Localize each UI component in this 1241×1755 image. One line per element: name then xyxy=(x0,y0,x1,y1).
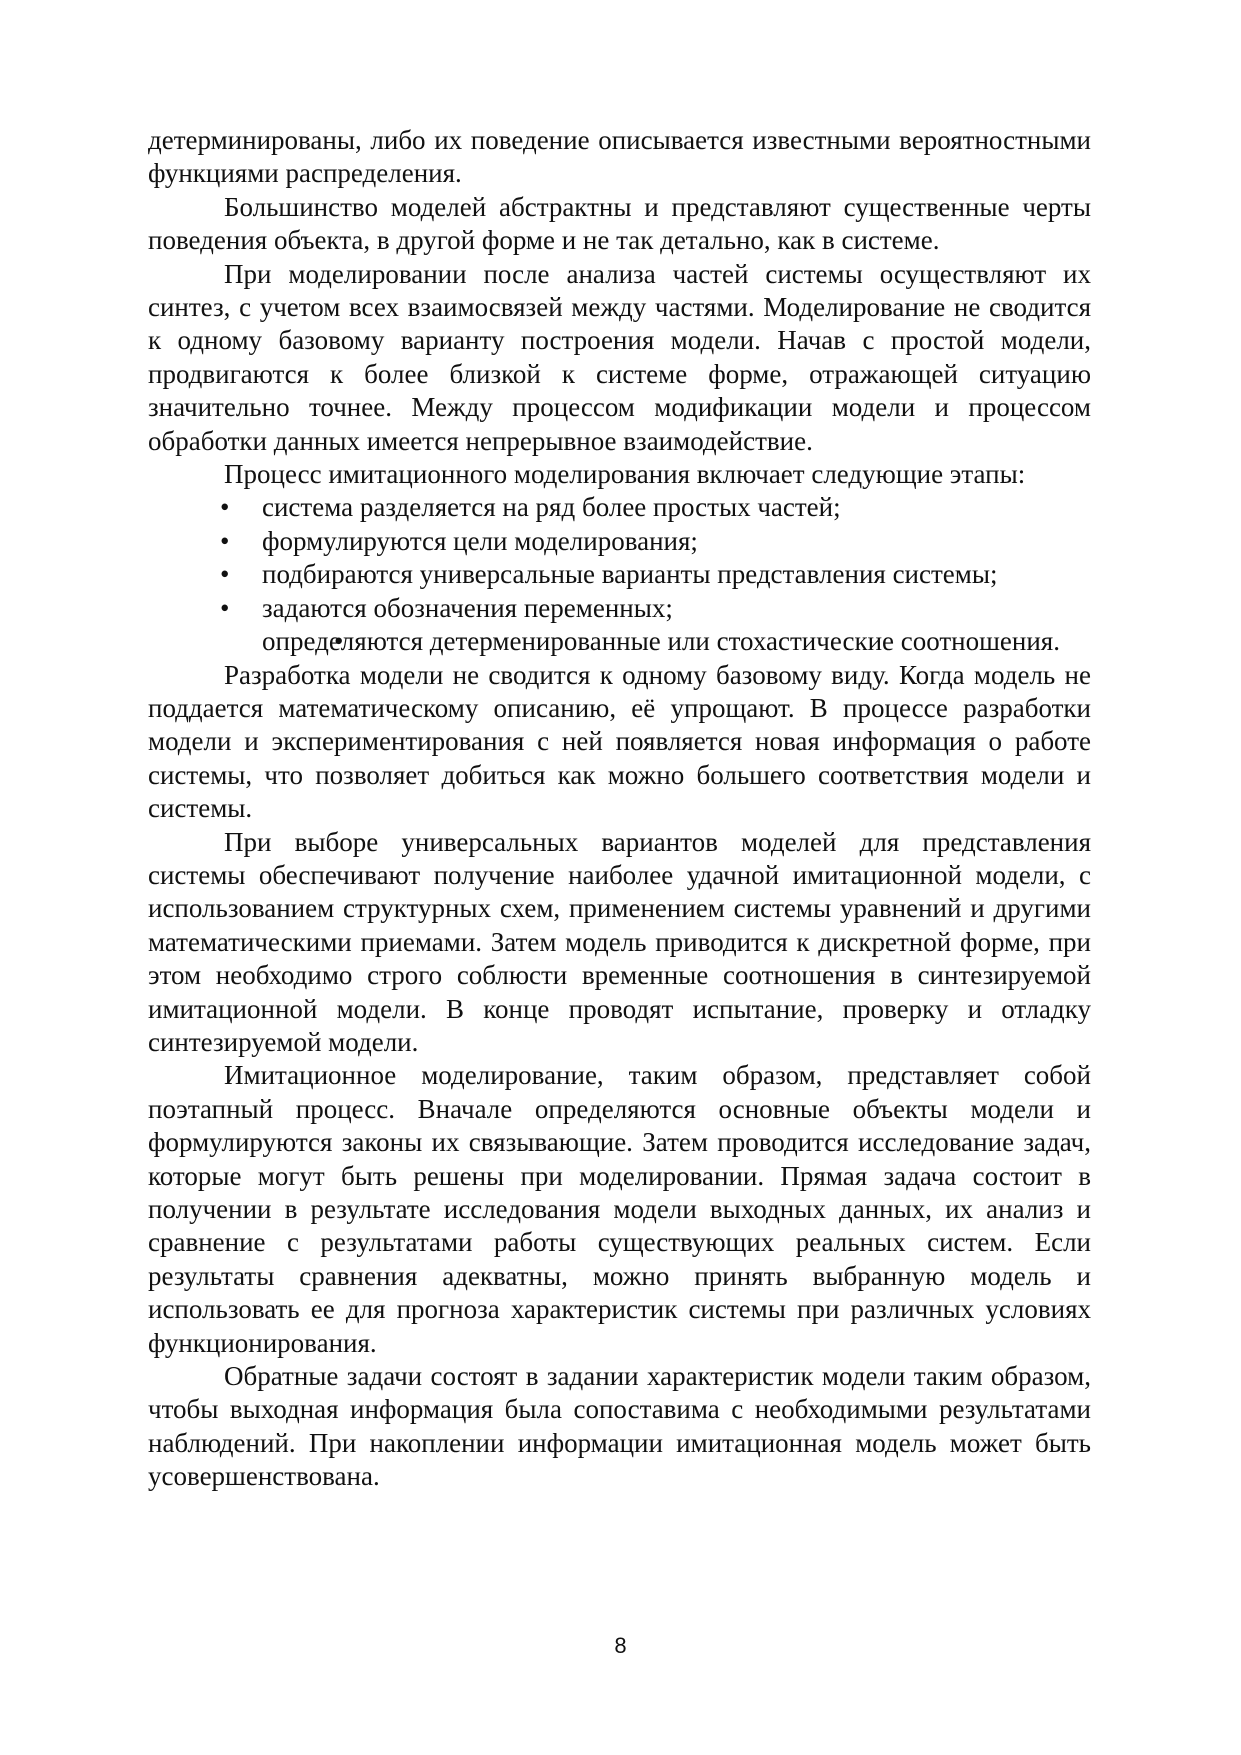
list-item: • система разделяется на ряд более простых частей; xyxy=(148,491,1091,524)
paragraph-abstract-models: Большинство моделей абстрактны и представляют существенные черты поведения объекта, в другой форме и не так детально, как в системе. xyxy=(148,191,1091,256)
list-item: • формулируются цели моделирования; xyxy=(148,525,1091,558)
paragraph-universal-variants: При выборе универсальных вариантов моделей для представления системы обеспечивают получение наиболее удачной имитационной модели, с использованием структурных схем, применением системы уравнений и другими математическими приемами. Затем модель приводится к дискретной форме, при этом необходимо строго соблюсти временные соотношения в синтезируемой имитационной модели. В конце проводят испытание, проверку и отладку синтезируемой модели. xyxy=(148,826,1091,1057)
paragraph-continuation: детерминированы, либо их поведение описывается известными вероятностными функциями распределения. xyxy=(148,125,1091,189)
paragraph-synthesis: При моделировании после анализа частей системы осуществляют их синтез, с учетом всех взаимосвязей между частями. Моделирование не сводится к одному базовому варианту построения модели. Начав с простой модели, продвигаются к более близкой к системе форме, отражающей ситуацию значительно точнее. Между процессом модификации модели и процессом обработки данных имеется непрерывное взаимодействие. xyxy=(148,258,1091,456)
list-item: • определяются детерменированные или стохастические соотношения. xyxy=(148,625,1091,658)
paragraph-inverse-tasks: Обратные задачи состоят в задании характеристик модели таким образом, чтобы выходная информация была сопоставима с необходимыми результатами наблюдений. При накоплении информации имитационная модель может быть усовершенствована. xyxy=(148,1361,1091,1492)
list-item: • задаются обозначения переменных; xyxy=(148,592,1091,625)
page-number: 8 xyxy=(614,1633,627,1658)
stages-list xyxy=(148,491,1091,658)
paragraph-stepwise-process: Имитационное моделирование, таким образом, представляет собой поэтапный процесс. Вначале определяются основные объекты модели и формулируются законы их связывающие. Затем проводится исследование задач, которые могут быть решены при моделировании. Прямая задача состоит в получении в результате исследования модели выходных данных, их анализ и сравнение с результатами работы существующих реальных систем. Если результаты сравнения адекватны, можно принять выбранную модель и использовать ее для прогноза характеристик системы при различных условиях функционирования. xyxy=(148,1060,1091,1358)
paragraph-stages-intro: Процесс имитационного моделирования включает следующие этапы: xyxy=(224,459,1026,490)
paragraph-model-development: Разработка модели не сводится к одному базовому виду. Когда модель не поддается математическому описанию, её упрощают. В процессе разработки модели и экспериментирования с ней появляется новая информация о работе системы, что позволяет добиться как можно большего соответствия модели и системы. xyxy=(148,659,1091,824)
page-body xyxy=(148,124,1091,1494)
list-item: • подбираются универсальные варианты представления системы; xyxy=(148,558,1091,591)
